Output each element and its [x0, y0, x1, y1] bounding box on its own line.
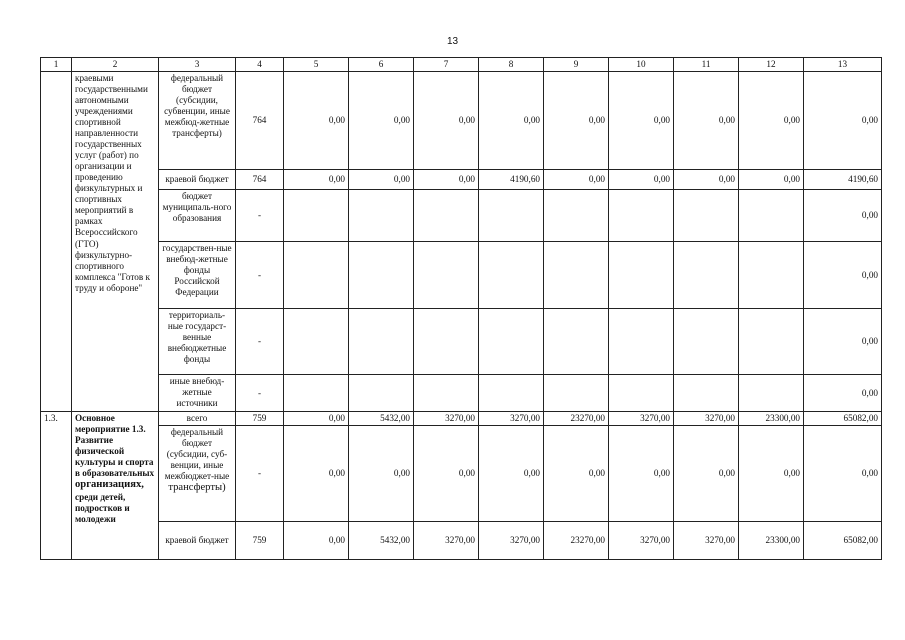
code-cell: - [236, 375, 284, 412]
value-cell: 0,00 [804, 375, 882, 412]
value-cell: 0,00 [479, 426, 544, 522]
value-cell: 0,00 [674, 426, 739, 522]
value-cell: 0,00 [674, 72, 739, 170]
funding-source: государствен-ные внебюд-жетные фонды Российской Федерации [159, 242, 236, 309]
value-cell [609, 242, 674, 309]
code-cell: - [236, 309, 284, 375]
value-cell: 0,00 [804, 242, 882, 309]
measure-name-part: Основное мероприятие 1.3. Развитие физической культуры и спорта в образовательных [75, 413, 155, 479]
measure-name-part: среди детей, подростков и молодежи [75, 491, 130, 524]
header-cell: 5 [284, 58, 349, 72]
code-cell: - [236, 190, 284, 242]
value-cell [674, 190, 739, 242]
value-cell: 0,00 [739, 72, 804, 170]
value-cell [609, 375, 674, 412]
value-cell [739, 309, 804, 375]
value-cell: 4190,60 [479, 170, 544, 190]
table-row [41, 170, 882, 190]
value-cell: 0,00 [284, 412, 349, 426]
value-cell [284, 242, 349, 309]
header-cell: 2 [72, 58, 159, 72]
budget-table [40, 57, 882, 560]
value-cell: 23270,00 [544, 522, 609, 560]
measure-name: краевыми государственными автономными учреждениями спортивной направленности государственных услуг (работ) по организации и проведению физкультурных и спортивных мероприятий в рамках Всероссийского (ГТО) физкультурно-спортивного комплекса "Готов к труду и обороне" [72, 72, 159, 412]
header-cell: 9 [544, 58, 609, 72]
value-cell: 0,00 [479, 72, 544, 170]
value-cell: 23300,00 [739, 522, 804, 560]
value-cell [609, 190, 674, 242]
header-cell: 13 [804, 58, 882, 72]
value-cell: 3270,00 [674, 412, 739, 426]
value-cell: 5432,00 [349, 412, 414, 426]
value-cell: 0,00 [609, 72, 674, 170]
value-cell: 65082,00 [804, 412, 882, 426]
value-cell: 3270,00 [609, 412, 674, 426]
page-number: 13 [446, 36, 459, 47]
value-cell: 0,00 [414, 170, 479, 190]
value-cell: 3270,00 [479, 412, 544, 426]
value-cell: 0,00 [609, 170, 674, 190]
value-cell: 0,00 [349, 170, 414, 190]
value-cell [414, 375, 479, 412]
value-cell: 3270,00 [674, 522, 739, 560]
value-cell [349, 309, 414, 375]
value-cell: 0,00 [544, 426, 609, 522]
funding-source: бюджет муниципаль-ного образования [159, 190, 236, 242]
header-cell: 11 [674, 58, 739, 72]
value-cell [479, 242, 544, 309]
header-cell: 7 [414, 58, 479, 72]
header-cell: 3 [159, 58, 236, 72]
value-cell [674, 375, 739, 412]
header-cell: 1 [41, 58, 72, 72]
value-cell [739, 190, 804, 242]
value-cell: 0,00 [804, 426, 882, 522]
value-cell [284, 190, 349, 242]
value-cell [544, 242, 609, 309]
funding-source-text: трансферты) [168, 482, 226, 494]
value-cell [544, 190, 609, 242]
table-row [41, 522, 882, 560]
value-cell: 23270,00 [544, 412, 609, 426]
value-cell [414, 190, 479, 242]
value-cell: 3270,00 [479, 522, 544, 560]
value-cell: 0,00 [349, 72, 414, 170]
value-cell [739, 375, 804, 412]
funding-source: иные внебюд-жетные источники [159, 375, 236, 412]
value-cell: 23300,00 [739, 412, 804, 426]
table-row [41, 375, 882, 412]
code-cell: 764 [236, 72, 284, 170]
table-row [41, 426, 882, 522]
header-cell: 12 [739, 58, 804, 72]
funding-source: краевой бюджет [159, 170, 236, 190]
value-cell: 0,00 [284, 522, 349, 560]
value-cell: 0,00 [674, 170, 739, 190]
value-cell [739, 242, 804, 309]
funding-source: краевой бюджет [159, 522, 236, 560]
value-cell: 3270,00 [609, 522, 674, 560]
header-cell: 10 [609, 58, 674, 72]
value-cell [284, 375, 349, 412]
value-cell: 0,00 [544, 72, 609, 170]
value-cell: 0,00 [544, 170, 609, 190]
value-cell: 0,00 [804, 190, 882, 242]
value-cell: 0,00 [284, 72, 349, 170]
measure-name-part: организациях, [75, 479, 144, 491]
value-cell: 0,00 [804, 309, 882, 375]
code-cell: - [236, 242, 284, 309]
value-cell [544, 309, 609, 375]
value-cell [609, 309, 674, 375]
value-cell [414, 309, 479, 375]
value-cell: 0,00 [349, 426, 414, 522]
value-cell: 3270,00 [414, 522, 479, 560]
table-row [41, 412, 882, 426]
value-cell: 0,00 [739, 170, 804, 190]
value-cell [479, 190, 544, 242]
value-cell [349, 190, 414, 242]
funding-source: всего [159, 412, 236, 426]
code-cell: 759 [236, 522, 284, 560]
header-cell: 6 [349, 58, 414, 72]
value-cell: 4190,60 [804, 170, 882, 190]
value-cell [414, 242, 479, 309]
funding-source-text: федеральный бюджет (субсидии, суб-венции, иные межбюджет-ные [164, 427, 230, 482]
code-cell: 764 [236, 170, 284, 190]
value-cell: 3270,00 [414, 412, 479, 426]
header-cell: 4 [236, 58, 284, 72]
value-cell [674, 242, 739, 309]
funding-source [159, 426, 236, 522]
value-cell [349, 242, 414, 309]
value-cell: 5432,00 [349, 522, 414, 560]
funding-source: территориаль-ные государст-венные внебюджетные фонды [159, 309, 236, 375]
value-cell [544, 375, 609, 412]
value-cell: 0,00 [804, 72, 882, 170]
value-cell: 65082,00 [804, 522, 882, 560]
value-cell: 0,00 [414, 426, 479, 522]
value-cell [479, 309, 544, 375]
value-cell [349, 375, 414, 412]
value-cell [479, 375, 544, 412]
header-cell: 8 [479, 58, 544, 72]
table-row [41, 190, 882, 242]
header-row [41, 58, 882, 72]
index-cell: 1.3. [41, 412, 72, 560]
value-cell: 0,00 [609, 426, 674, 522]
value-cell [284, 309, 349, 375]
value-cell: 0,00 [739, 426, 804, 522]
value-cell: 0,00 [284, 426, 349, 522]
value-cell [674, 309, 739, 375]
code-cell: - [236, 426, 284, 522]
table-row [41, 242, 882, 309]
table-row [41, 72, 882, 170]
value-cell: 0,00 [284, 170, 349, 190]
measure-name [72, 412, 159, 560]
index-cell [41, 72, 72, 412]
funding-source: федеральный бюджет (субсидии, субвенции, иные межбюд-жетные трансферты) [159, 72, 236, 170]
table-row [41, 309, 882, 375]
code-cell: 759 [236, 412, 284, 426]
value-cell: 0,00 [414, 72, 479, 170]
